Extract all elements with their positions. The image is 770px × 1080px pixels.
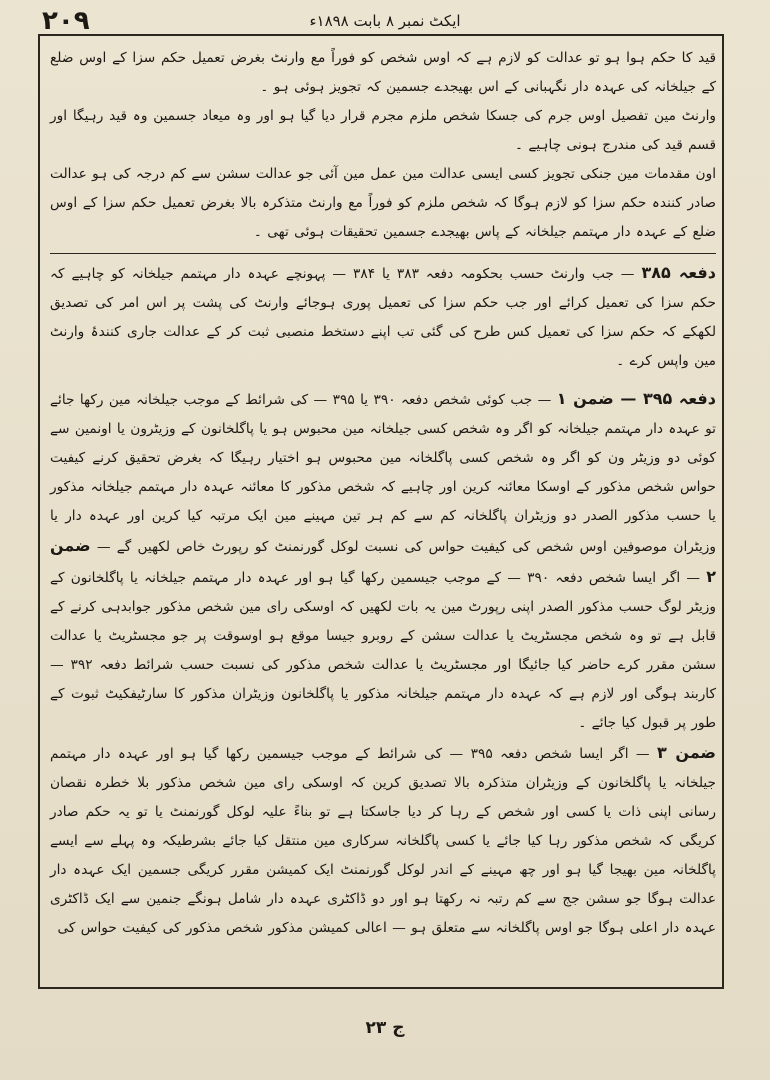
section-divider xyxy=(50,253,716,254)
running-header: ایکٹ نمبر ۸ بابت ۱۸۹۸ء xyxy=(309,12,461,30)
section-385-label: دفعہ ۳۸۵ xyxy=(641,263,716,282)
clause-2-text: — اگر ایسا شخص دفعہ ۳۹۰ — کے موجب جیسمین رکھا گیا ہو اور عہدہ دار مہتمم جیلخانہ یا پاگلخانون کے وزیٹر لوگ حسب مذکور الصدر اپنی رپورٹ مین یہ بات لکھیں کہ اوسکی رای مین شخص مذکور جوابدہی کرنے کے قابل ہے تو وہ شخص مجسٹریٹ یا عدالت سشن کے روبرو جیسا موقع ہو اوسوقت پر جو مجسٹریٹ یا عدالت سشن مقرر کرے حاضر کیا جائیگا اور مجسٹریٹ یا عدالت شخص مذکور کی نسبت حسب شرائط دفعہ ۳۹۲ — کاربند ہوگی اور لازم ہے کہ عہدہ دار مہتمم جیلخانہ مذکور یا پاگلخانون وزیٹران مذکور کا سارٹیفکیٹ ثبوت کے طور پر قبول کیا جائے ۔ xyxy=(50,570,716,731)
section-385 xyxy=(50,258,716,376)
section-385-text: — جب وارنٹ حسب بحکومہ دفعہ ۳۸۳ یا ۳۸۴ — پہونچے عہدہ دار مہتمم جیلخانہ کو چاہیے کہ حکم سزا کی تعمیل کرائے اور جب حکم سزا کی تعمیل پوری ہوجائے وارنٹ کی پشت پر اس امر کی تصدیق لکھکے کہ حکم سزا کی تعمیل کس طرح کی گئی تب اپنے دستخط منصبی ثبت کر کے عدالت جاری کنندۂ وارنٹ مین واپس کرے ۔ xyxy=(50,266,716,369)
footer-signature-mark: ۲۳ ج xyxy=(365,1018,405,1038)
section-395 xyxy=(50,384,716,738)
document-body xyxy=(50,44,716,943)
page-number: ۲۰۹ xyxy=(42,6,90,36)
clause-2-label: ضمن ۲ xyxy=(50,536,717,586)
clause-3-text: — اگر ایسا شخص دفعہ ۳۹۵ — کی شرائط کے موجب جیسمین رکھا گیا ہو اور عہدہ دار مہتمم جیلخانہ یا پاگلخانون کے وزیٹران متذکرہ بالا تصدیق کرین کہ اوسکی رای مین شخص مذکور بلا خطرہ نقصان رسانی اپنی ذات یا کسی اور شخص کے رہا کر دیا جاسکتا ہے تو بناءً علیہ لوکل گورنمنٹ یا تو یہ حکم صادر کریگی کہ شخص مذکور رہا کیا جائے یا کسی پاگلخانہ سرکاری مین منتقل کیا جائے بشرطیکہ وہ پہلے سے ایسے پاگلخانہ مین بھیجا گیا ہو اور چھ مہینے کے اندر لوکل گورنمنٹ ایک کمیشن مقرر کریگی جسمین ایک عہدہ دار عدالت ہوگا جو سشن جج سے کم رتبہ نہ رکھتا ہو اور دو ڈاکٹری عہدہ دار شامل ہونگے جنمین سے ایک ڈاکٹری عہدہ دار اعلی ہوگا جو اوس پاگلخانہ سے متعلق ہو — اعالی کمیشن مذکور شخص مذکور کی کیفیت حواس کی xyxy=(50,746,716,936)
clause-3 xyxy=(50,738,716,943)
clause-3-label: ضمن ۳ xyxy=(657,743,717,762)
paragraph-3: اون مقدمات مین جنکی تجویز کسی ایسی عدالت مین عمل مین آئی جو عدالت سشن سے کم درجہ کی ہو عدالت صادر کنندہ حکم سزا کو لازم ہوگا کہ شخص ملزم کو فوراً مع وارنٹ متذکرہ بالا بغرض تعمیل حکم سزا کے اوس ضلع کے عہدہ دار مہتمم جیلخانہ کے پاس بھیجدے جسمین تحقیقات ہوئی تھی ۔ xyxy=(50,166,716,240)
paragraph-2: وارنٹ مین تفصیل اوس جرم کی جسکا شخص ملزم مجرم قرار دیا گیا ہو اور وہ میعاد جسمین وہ قید رہیگا اور قسم قید کی مندرج ہونی چاہیے ۔ xyxy=(50,108,716,153)
paragraph-1: قید کا حکم ہوا ہو تو عدالت کو لازم ہے کہ اوس شخص کو فوراً مع وارنٹ بغرض تعمیل حکم سزا کے اوس ضلع کے جیلخانہ کی عہدہ دار نگہبانی کے اس بھیجدے جسمین کہ تجویز ہوئی ہو ۔ xyxy=(50,50,716,95)
section-395-text: — جب کوئی شخص دفعہ ۳۹۰ یا ۳۹۵ — کی شرائط کے موجب جیلخانہ مین رکھا جائے تو عہدہ دار مہتمم جیلخانہ کو اگر وہ شخص کسی جیلخانہ مین محبوس ہو یا پاگلخانون کے وزیٹرون یا اونمین سے کوئی دو وزیٹر ون کو اگر وہ شخص کسی پاگلخانہ مین محبوس ہو اختیار رہیگا کہ بغرض تحقیق کرنے کیفیت حواس شخص مذکور کے اوسکا معائنہ کرین اور چاہیے کہ شخص مذکور کا معائنہ عہدہ دار مہتمم جیلخانہ مذکور یا حسب مذکور الصدر دو وزیٹران پاگلخانہ کم سے کم ہر تین مہینے مین ایک مرتبہ کیا کرین اور عہدہ دار یا وزیٹران موصوفین اوس شخص کی کیفیت حواس کی نسبت لوکل گورنمنٹ کو رپورٹ خاص لکھیں گے — xyxy=(50,392,716,555)
section-395-label: دفعہ ۳۹۵ — ضمن ۱ xyxy=(556,389,716,408)
